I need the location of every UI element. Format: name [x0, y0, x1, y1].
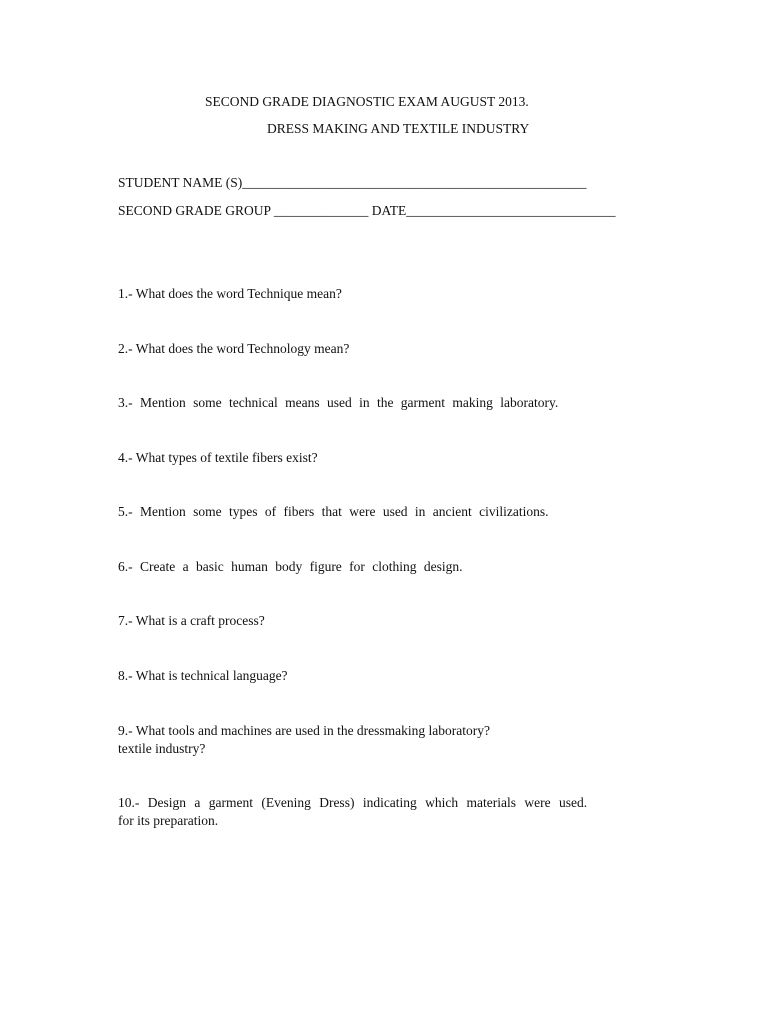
question-10-text: 10.- Design a garment (Evening Dress) indicating which materials were used.: [118, 795, 588, 810]
question-2-text: 2.- What does the word Technology mean?: [118, 341, 350, 356]
student-name-field: STUDENT NAME (S)___________________________________________________: [118, 175, 587, 190]
question-7: [118, 612, 265, 630]
question-8-text: 8.- What is technical language?: [118, 668, 288, 683]
group-date-field: SECOND GRADE GROUP ______________ DATE_______________________________: [118, 203, 616, 218]
question-10-continuation: for its preparation.: [118, 813, 219, 828]
question-1-text: 1.- What does the word Technique mean?: [118, 286, 342, 301]
exam-title: SECOND GRADE DIAGNOSTIC EXAM AUGUST 2013.: [205, 94, 529, 109]
question-4-text: 4.- What types of textile fibers exist?: [118, 450, 318, 465]
question-5-text: 5.- Mention some types of fibers that were used in ancient civilizations.: [118, 504, 549, 519]
question-10: [118, 794, 587, 830]
question-6-text: 6.- Create a basic human body figure for clothing design.: [118, 559, 463, 574]
question-8: [118, 667, 288, 685]
question-5: [118, 503, 549, 521]
question-9: [118, 722, 490, 758]
question-1: [118, 285, 342, 303]
question-7-text: 7.- What is a craft process?: [118, 613, 265, 628]
question-3-text: 3.- Mention some technical means used in the garment making laboratory.: [118, 395, 559, 410]
question-4: [118, 449, 318, 467]
exam-subtitle: DRESS MAKING AND TEXTILE INDUSTRY: [267, 121, 530, 136]
question-2: [118, 340, 349, 358]
question-3: [118, 394, 558, 412]
question-9-text: 9.- What tools and machines are used in the dressmaking laboratory?: [118, 723, 491, 738]
question-6: [118, 558, 463, 576]
question-9-continuation: textile industry?: [118, 741, 206, 756]
